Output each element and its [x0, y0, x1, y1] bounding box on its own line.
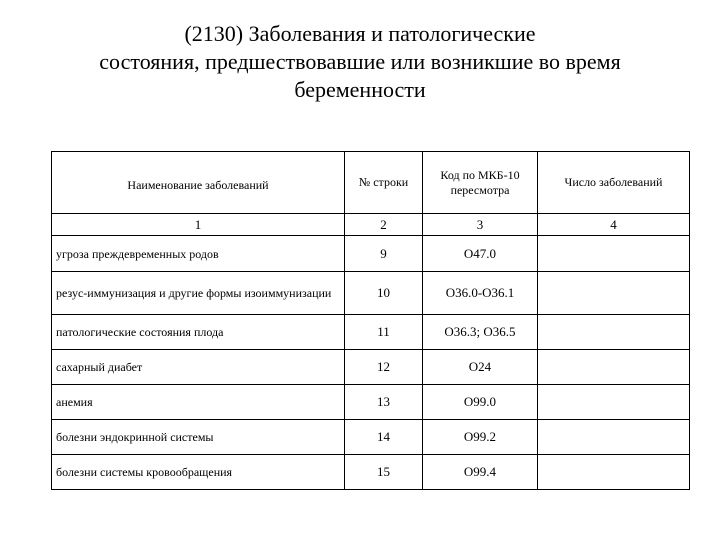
title-line-3: беременности [294, 77, 426, 102]
disease-table [51, 151, 690, 490]
row-number: 12 [345, 350, 423, 385]
icd-code: O24 [423, 350, 538, 385]
page-title [20, 20, 700, 104]
icd-code: O47.0 [423, 236, 538, 272]
title-line-2: состояния, предшествовавшие или возникшие во время [99, 49, 621, 74]
table-row [52, 350, 690, 385]
icd-code: O99.0 [423, 385, 538, 420]
table-row [52, 420, 690, 455]
icd-code: O36.3; O36.5 [423, 315, 538, 350]
icd-code: O99.2 [423, 420, 538, 455]
disease-name: патологические состояния плода [52, 315, 345, 350]
disease-name: угроза преждевременных родов [52, 236, 345, 272]
header-count: Число заболеваний [538, 152, 690, 214]
table-header-row [52, 152, 690, 214]
table-row [52, 272, 690, 315]
row-number: 14 [345, 420, 423, 455]
disease-count-cell[interactable] [538, 455, 690, 490]
disease-count-cell[interactable] [538, 385, 690, 420]
column-numbers-row [52, 214, 690, 236]
disease-count-cell[interactable] [538, 350, 690, 385]
column-number: 4 [538, 214, 690, 236]
disease-name: резус-иммунизация и другие формы изоиммунизации [52, 272, 345, 315]
table-row [52, 385, 690, 420]
header-icd-code: Код по МКБ-10 пересмотра [423, 152, 538, 214]
table-row [52, 315, 690, 350]
header-name: Наименование заболеваний [52, 152, 345, 214]
row-number: 15 [345, 455, 423, 490]
disease-name: анемия [52, 385, 345, 420]
disease-count-cell[interactable] [538, 272, 690, 315]
table-row [52, 236, 690, 272]
disease-name: болезни системы кровообращения [52, 455, 345, 490]
column-number: 2 [345, 214, 423, 236]
row-number: 13 [345, 385, 423, 420]
title-line-1: (2130) Заболевания и патологические [184, 21, 536, 46]
disease-count-cell[interactable] [538, 315, 690, 350]
column-number: 3 [423, 214, 538, 236]
header-row-number: № строки [345, 152, 423, 214]
table-row [52, 455, 690, 490]
icd-code: O36.0-O36.1 [423, 272, 538, 315]
disease-count-cell[interactable] [538, 420, 690, 455]
disease-name: сахарный диабет [52, 350, 345, 385]
disease-name: болезни эндокринной системы [52, 420, 345, 455]
column-number: 1 [52, 214, 345, 236]
row-number: 9 [345, 236, 423, 272]
icd-code: O99.4 [423, 455, 538, 490]
disease-count-cell[interactable] [538, 236, 690, 272]
row-number: 11 [345, 315, 423, 350]
row-number: 10 [345, 272, 423, 315]
